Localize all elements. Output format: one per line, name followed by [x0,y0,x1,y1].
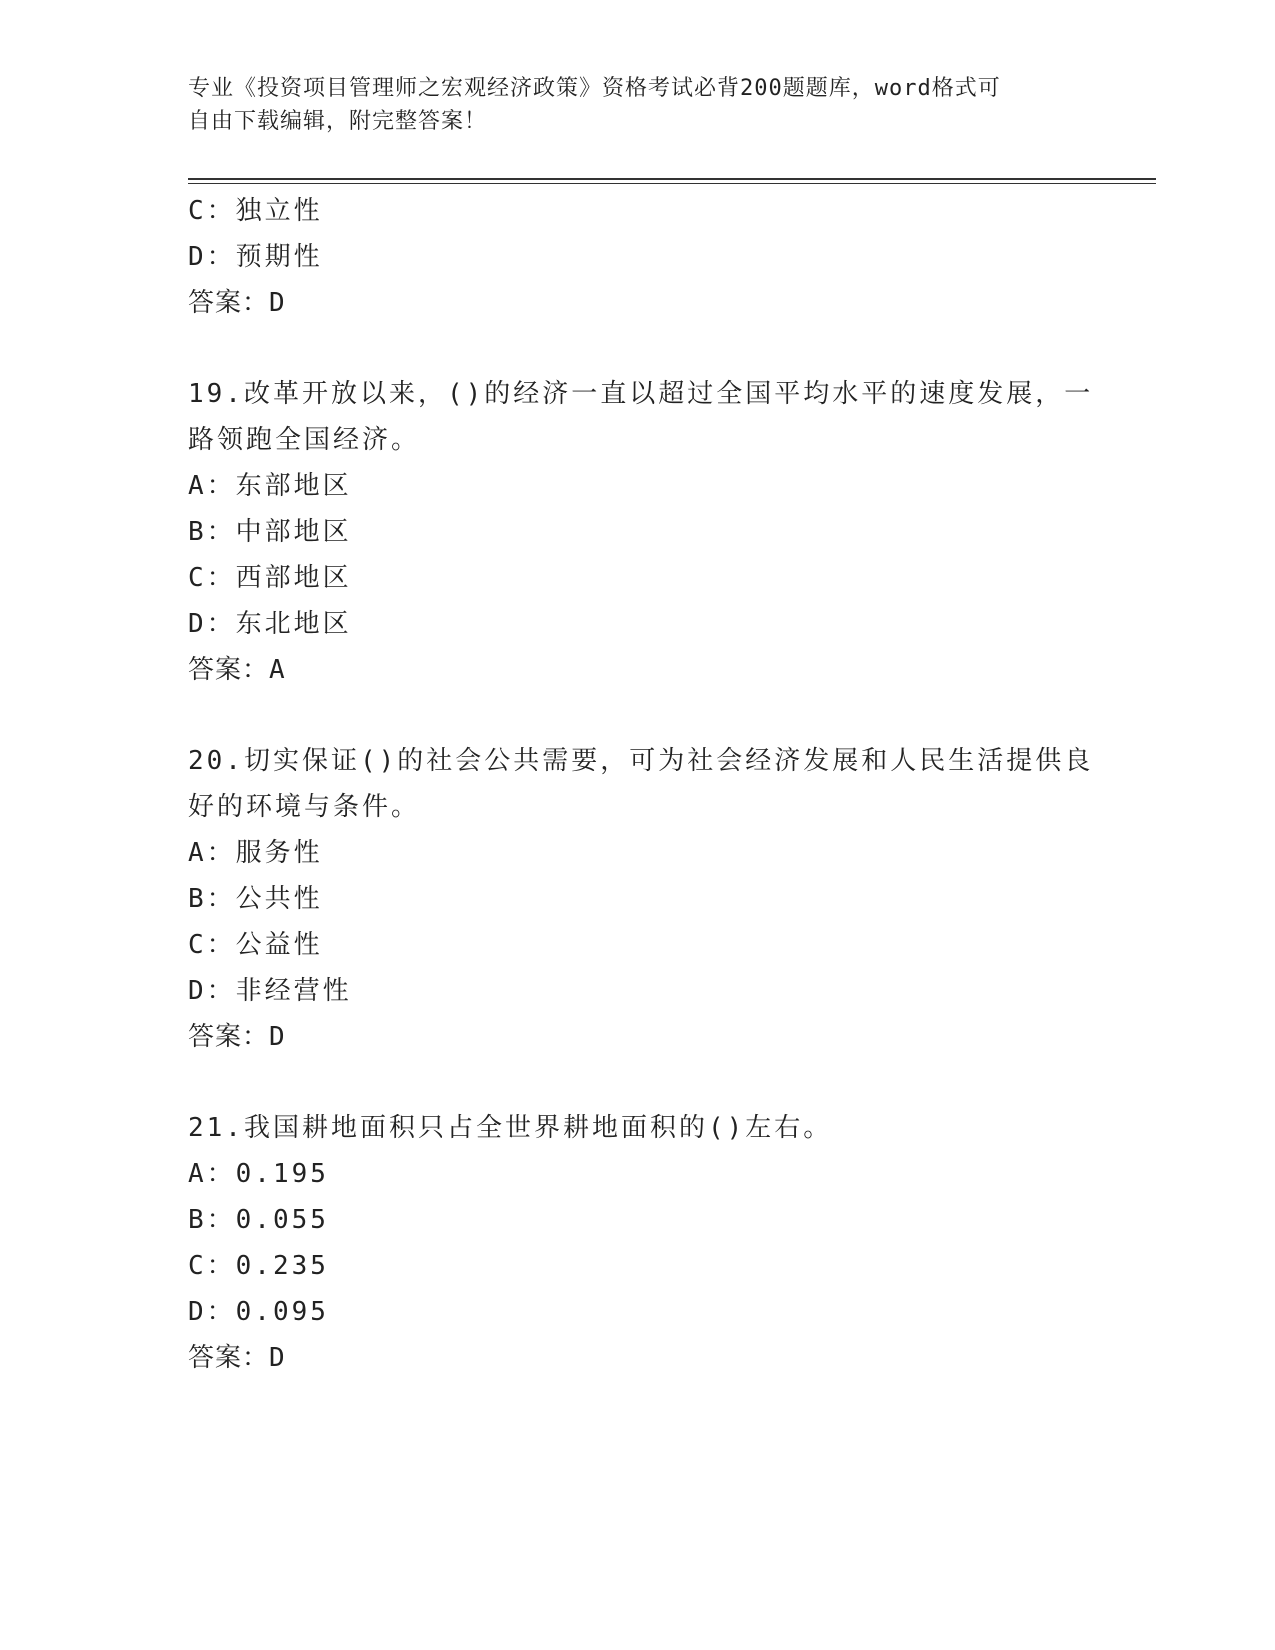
option-a: A：服务性 [188,838,323,868]
answer-line: 答案：D [188,288,286,318]
option-c: C：0.235 [188,1251,329,1281]
option-a: A：0.195 [188,1159,329,1189]
option-b: B：公共性 [188,884,323,914]
answer-line: 答案：A [188,655,286,685]
question-20 [188,738,1094,1060]
option-c: C：独立性 [188,196,323,226]
answer-line: 答案：D [188,1343,286,1373]
option-d: D：东北地区 [188,609,352,639]
option-b: B：0.055 [188,1205,329,1235]
spacer [188,326,1088,371]
header-divider [188,178,1156,184]
header-line-2: 自由下载编辑，附完整答案！ [188,109,488,134]
header-line-1: 专业《投资项目管理师之宏观经济政策》资格考试必背200题题库，word格式可 [188,76,1001,101]
spacer [188,1060,1088,1105]
question-stem: 19.改革开放以来，()的经济一直以超过全国平均水平的速度发展，一 [188,379,1094,409]
option-d: D：预期性 [188,242,323,272]
option-c: C：公益性 [188,930,323,960]
question-21 [188,1105,1088,1381]
option-d: D：非经营性 [188,976,352,1006]
question-19 [188,371,1094,693]
page-header [188,72,1088,138]
question-stem: 好的环境与条件。 [188,792,421,822]
continued-question [188,188,1088,326]
spacer [188,693,1088,738]
question-stem: 路领跑全国经济。 [188,425,421,455]
option-c: C：西部地区 [188,563,352,593]
question-stem: 21.我国耕地面积只占全世界耕地面积的()左右。 [188,1113,833,1143]
question-stem: 20.切实保证()的社会公共需要，可为社会经济发展和人民生活提供良 [188,746,1094,776]
option-b: B：中部地区 [188,517,352,547]
question-content [188,188,1094,1381]
option-d: D：0.095 [188,1297,329,1327]
option-a: A：东部地区 [188,471,352,501]
answer-line: 答案：D [188,1022,286,1052]
